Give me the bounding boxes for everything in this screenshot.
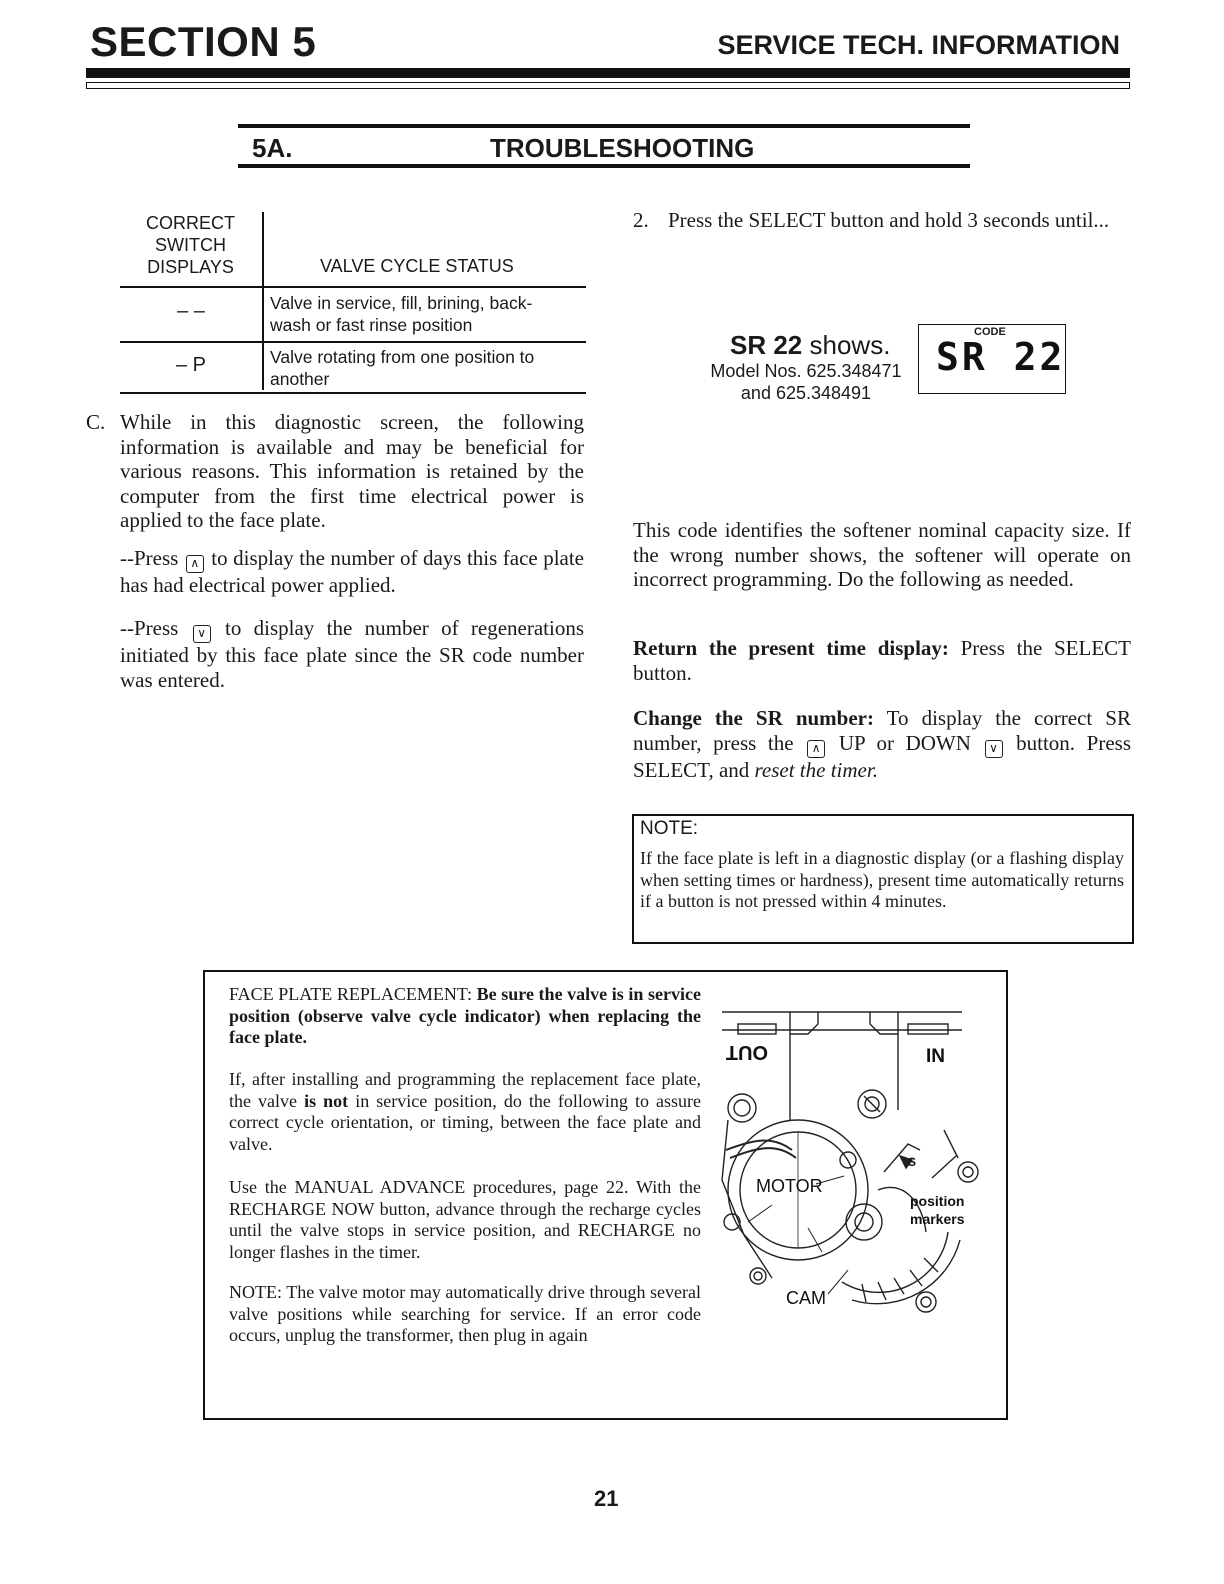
change-paragraph — [633, 706, 1131, 782]
face-plate-heading-paragraph — [229, 984, 701, 1049]
up-arrow-key-icon: ∧ — [186, 555, 204, 573]
return-heading: Return the present time display: — [633, 636, 949, 660]
position-label: position — [910, 1193, 965, 1209]
face-plate-para4: NOTE: The valve motor may automatically drive through several valve positions while searching for service. If an error code occurs, unplug the transformer, then plug in again — [229, 1282, 701, 1345]
face-plate-para3: Use the MANUAL ADVANCE procedures, page 22. With the RECHARGE NOW button, advance through the recharge cycles until the valve stops in service position, and RECHARGE no longer flashes in the timer. — [229, 1177, 701, 1262]
press-up-text: to display the number of days this face plate has had electrical power applied. — [120, 546, 585, 597]
table-col2-header: VALVE CYCLE STATUS — [320, 256, 514, 276]
page-number: 21 — [594, 1486, 619, 1511]
face-plate-para2-text: in service position, do the following to assure correct cycle orientation, or timing, between the face plate and valve. — [229, 1090, 702, 1154]
sr-shows-text: shows. — [809, 330, 891, 360]
press-down-text: to display the number of regenerations initiated by this face plate since the SR code number was entered. — [120, 616, 585, 692]
down-arrow-key-icon: ∨ — [985, 740, 1003, 758]
table-row-status — [270, 292, 586, 336]
table-row-status-line: Valve rotating from one position to — [270, 347, 535, 367]
table-row-code: – P — [175, 354, 207, 376]
code-display-digits: SR 22 — [936, 335, 1066, 379]
table-col1-header — [118, 212, 263, 278]
code-label: CODE — [974, 326, 1006, 338]
table-col1-header-line: CORRECT — [146, 213, 235, 233]
sr-shows-line — [730, 330, 890, 361]
s-marker-label: S — [908, 1155, 917, 1169]
note-body: If the face plate is left in a diagnostic display (or a flashing display when setting times or hardness), present time automatically returns if a button is not pressed within 4 minutes. — [640, 848, 1124, 911]
return-paragraph — [633, 636, 1131, 685]
in-label: IN — [926, 1046, 945, 1067]
subsection-title: TROUBLESHOOTING — [490, 133, 755, 163]
table-row-status-line: wash or fast rinse position — [270, 315, 473, 335]
face-plate-para2-text: If, after installing and programming the replacement face plate, the valve — [229, 1069, 701, 1111]
model-numbers — [698, 360, 914, 404]
step-text: Press the SELECT button and hold 3 seconds until... — [668, 208, 1110, 232]
down-arrow-key-icon: ∨ — [193, 625, 211, 643]
markers-label: markers — [910, 1211, 965, 1227]
model-line: Model Nos. 625.348471 — [710, 361, 902, 381]
sr-code-bold: SR 22 — [730, 330, 803, 360]
section-title: SECTION 5 — [90, 18, 317, 65]
press-down-paragraph — [120, 616, 584, 692]
header-rule-thick — [86, 68, 1130, 78]
change-text: To display the correct SR number, press the — [633, 706, 1131, 755]
table-column-divider — [262, 212, 264, 390]
table-row-status-line: another — [270, 369, 330, 389]
header-rule-thin — [86, 82, 1130, 89]
para-c-text: While in this diagnostic screen, the following information is available and may be beneficial for various reasons. This information is retained by the computer from the first time electrical power is applied to the face plate. — [120, 410, 584, 532]
table-row-rule — [120, 341, 586, 343]
subsection-rule-top — [238, 124, 970, 128]
cam-label: CAM — [786, 1288, 826, 1308]
change-italic-text: reset the timer. — [754, 757, 878, 782]
motor-label: MOTOR — [756, 1176, 823, 1196]
note-title: NOTE: — [640, 818, 699, 839]
change-up-down-text: UP or DOWN — [838, 730, 971, 755]
table-col1-header-line: SWITCH — [155, 235, 226, 255]
up-arrow-key-icon: ∧ — [807, 740, 825, 758]
table-header-rule — [120, 286, 586, 288]
out-label: OUT — [725, 1041, 768, 1063]
face-plate-heading: FACE PLATE REPLACEMENT: — [229, 984, 473, 1004]
change-text: button. Press SELECT, and — [633, 730, 1131, 782]
subsection-number: 5A. — [252, 133, 293, 163]
table-row-code: – – — [177, 300, 205, 322]
table-row-status — [270, 346, 586, 390]
para-c-label: C. — [86, 410, 106, 434]
face-plate-para2 — [229, 1069, 701, 1155]
press-up-prefix: --Press — [120, 546, 179, 570]
face-plate-para2-bold: is not — [304, 1090, 349, 1111]
valve-motor-diagram — [712, 1000, 1002, 1340]
step-number: 2. — [633, 208, 649, 232]
press-up-paragraph — [120, 546, 584, 598]
subsection-rule-bottom — [238, 164, 970, 168]
face-plate-heading-bold: Be sure the valve is in service position (observe valve cycle indicator) when replacing the face plate. — [229, 984, 702, 1047]
press-down-prefix: --Press — [120, 616, 179, 640]
table-bottom-rule — [120, 392, 586, 394]
model-line: and 625.348491 — [740, 383, 872, 403]
table-row-status-line: Valve in service, fill, brining, back- — [270, 293, 533, 313]
section-subtitle: SERVICE TECH. INFORMATION — [717, 30, 1120, 60]
table-col1-header-line: DISPLAYS — [147, 257, 234, 277]
change-heading: Change the SR number: — [633, 706, 874, 730]
return-text: Press the SELECT button. — [633, 636, 1132, 685]
capacity-paragraph: This code identifies the softener nominal capacity size. If the wrong number shows, the softener will operate on incorrect programming. Do the following as needed. — [633, 518, 1131, 591]
